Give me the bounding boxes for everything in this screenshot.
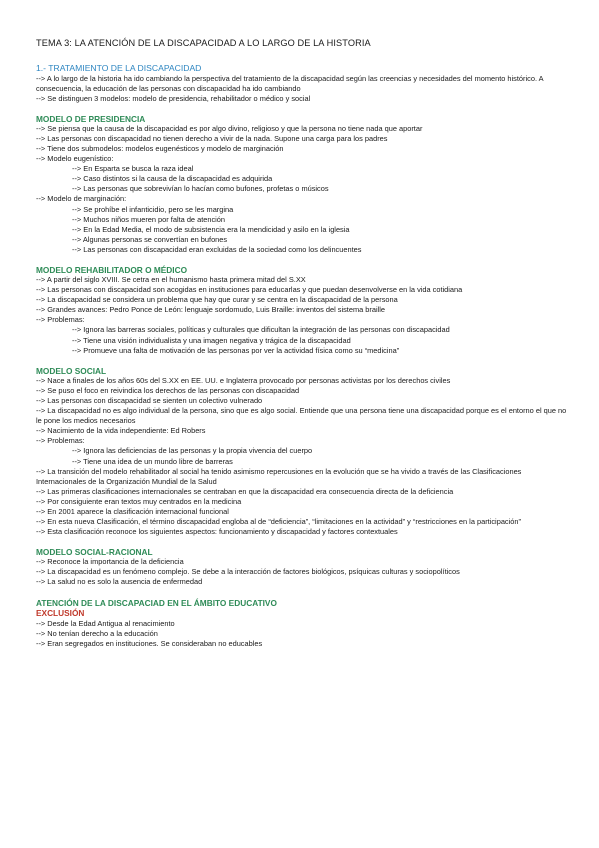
section-heading: 1.- TRATAMIENTO DE LA DISCAPACIDAD bbox=[36, 63, 202, 73]
section-tratamiento bbox=[36, 63, 568, 104]
bullet-line: --> Desde la Edad Antigua al renacimiento bbox=[36, 618, 175, 628]
bullet-line: --> Las personas con discapacidad son acogidas en instituciones para educarlas y que puedan desenvolverse en la vida cotidiana bbox=[36, 285, 463, 295]
bullet-line: --> En 2001 aparece la clasificación internacional funcional bbox=[36, 506, 229, 516]
bullet-line: --> La salud no es solo la ausencia de enfermedad bbox=[36, 577, 203, 587]
section-heading: ATENCIÓN DE LA DISCAPACIAD EN EL ÁMBITO EDUCATIVO bbox=[36, 597, 277, 608]
sub-bullet-line: --> Caso distintos si la causa de la discapacidad es adquirida bbox=[72, 174, 273, 184]
document-title: TEMA 3: LA ATENCIÓN DE LA DISCAPACIDAD A LO LARGO DE LA HISTORIA bbox=[36, 38, 371, 48]
section-heading: MODELO SOCIAL-RACIONAL bbox=[36, 546, 153, 557]
bullet-line: --> Nacimiento de la vida independiente: Ed Robers bbox=[36, 426, 206, 436]
sub-bullet-line: --> Ignora las barreras sociales, políticas y culturales que dificultan la integración de las personas con discapacidad bbox=[72, 325, 450, 335]
sub-bullet-line: --> Las personas que sobrevivían lo hacían como bufones, profetas o músicos bbox=[72, 184, 329, 194]
section-presidencia bbox=[36, 114, 568, 255]
bullet-line: --> Modelo de marginación: bbox=[36, 194, 127, 204]
section-social bbox=[36, 366, 568, 537]
document-page bbox=[36, 38, 568, 659]
bullet-line: --> No tenían derecho a la educación bbox=[36, 628, 158, 638]
bullet-line: --> Nace a finales de los años 60s del S.XX en EE. UU. e Inglaterra provocado por personas activistas por los derechos civiles bbox=[36, 376, 451, 386]
section-heading: MODELO SOCIAL bbox=[36, 365, 107, 376]
sub-bullet-line: --> Muchos niños mueren por falta de atención bbox=[72, 214, 226, 224]
bullet-line: --> Grandes avances: Pedro Ponce de León: lenguaje sordomudo, Luis Braille: inventos del sistema braille bbox=[36, 305, 385, 315]
section-heading: MODELO REHABILITADOR O MÉDICO bbox=[36, 264, 188, 275]
sub-bullet-line: --> Algunas personas se convertían en bufones bbox=[72, 234, 228, 244]
bullet-line: --> Eran segregados en instituciones. Se consideraban no educables bbox=[36, 638, 263, 648]
bullet-line: --> Se puso el foco en reivindica los derechos de las personas con discapacidad bbox=[36, 386, 300, 396]
sub-bullet-line: --> Promueve una falta de motivación de las personas por ver la actividad física como su “medicina” bbox=[72, 345, 400, 355]
section-heading: MODELO DE PRESIDENCIA bbox=[36, 113, 146, 124]
bullet-line: --> Problemas: bbox=[36, 436, 85, 446]
sub-bullet-line: --> Tiene una visión individualista y una imagen negativa y trágica de la discapacidad bbox=[72, 335, 351, 345]
bullet-line: --> Las primeras clasificaciones internacionales se centraban en que la discapacidad era consecuencia directa de la deficiencia bbox=[36, 486, 454, 496]
section-social-racional bbox=[36, 547, 568, 588]
bullet-line: --> La transición del modelo rehabilitador al social ha tenido asimismo repercusiones en la evolución que se ha vivido a través de las Clasificaciones Internacionales de la Organización Mundial de la Salud bbox=[36, 466, 522, 486]
sub-bullet-line: --> Las personas con discapacidad eran excluidas de la sociedad como los delincuentes bbox=[72, 244, 362, 254]
bullet-line: --> A partir del siglo XVIII. Se cetra en el humanismo hasta primera mitad del S.XX bbox=[36, 275, 306, 285]
bullet-line: --> Se piensa que la causa de la discapacidad es por algo divino, religioso y que la persona no tiene nada que aportar bbox=[36, 124, 423, 134]
sub-bullet-line: --> Ignora las deficiencias de las personas y la propia vivencia del cuerpo bbox=[72, 446, 313, 456]
bullet-line: --> Tiene dos submodelos: modelos eugenésticos y modelo de marginación bbox=[36, 144, 284, 154]
bullet-line: --> La discapacidad es un fenómeno complejo. Se debe a la interacción de factores biológicos, psíquicas culturas y sociopolíticos bbox=[36, 567, 460, 577]
sub-bullet-line: --> En Esparta se busca la raza ideal bbox=[72, 164, 194, 174]
bullet-line: --> La discapacidad no es algo individual de la persona, sino que es algo social. Entiende que una persona tiene una discapacidad porque es el entorno el que no le pone los medios necesarios bbox=[36, 406, 567, 426]
sub-bullet-line: --> Se prohíbe el infanticidio, pero se les margina bbox=[72, 204, 234, 214]
section-ambito-educativo bbox=[36, 598, 568, 649]
bullet-line: --> Esta clasificación reconoce los siguientes aspectos: funcionamiento y discapacidad y factores contextuales bbox=[36, 526, 398, 536]
bullet-line: --> En esta nueva Clasificación, el término discapacidad engloba al de “deficiencia”, “limitaciones en la actividad” y “restricciones en la participación” bbox=[36, 516, 521, 526]
subsection-heading: EXCLUSIÓN bbox=[36, 608, 85, 619]
bullet-line: --> La discapacidad se considera un problema que hay que curar y se centra en la discapacidad de la persona bbox=[36, 295, 398, 305]
paragraph-line: --> Se distinguen 3 modelos: modelo de presidencia, rehabilitador o médico y social bbox=[36, 93, 311, 103]
bullet-line: --> Reconoce la importancia de la deficiencia bbox=[36, 557, 184, 567]
bullet-line: --> Problemas: bbox=[36, 315, 85, 325]
paragraph-line: --> A lo largo de la historia ha ido cambiando la perspectiva del tratamiento de la discapacidad según las creencias y necesidades del momento histórico. A consecuencia, la educación de las personas con discapacidad ha ido cambiando bbox=[36, 73, 544, 93]
bullet-line: --> Las personas con discapacidad se sienten un colectivo vulnerado bbox=[36, 396, 263, 406]
bullet-line: --> Modelo eugenístico: bbox=[36, 154, 114, 164]
sub-bullet-line: --> Tiene una idea de un mundo libre de barreras bbox=[72, 456, 233, 466]
bullet-line: --> Por consiguiente eran textos muy centrados en la medicina bbox=[36, 496, 242, 506]
sub-bullet-line: --> En la Edad Media, el modo de subsistencia era la mendicidad y asilo en la iglesia bbox=[72, 224, 350, 234]
bullet-line: --> Las personas con discapacidad no tienen derecho a vivir de la nada. Supone una carga para los padres bbox=[36, 134, 388, 144]
section-rehabilitador bbox=[36, 265, 568, 356]
